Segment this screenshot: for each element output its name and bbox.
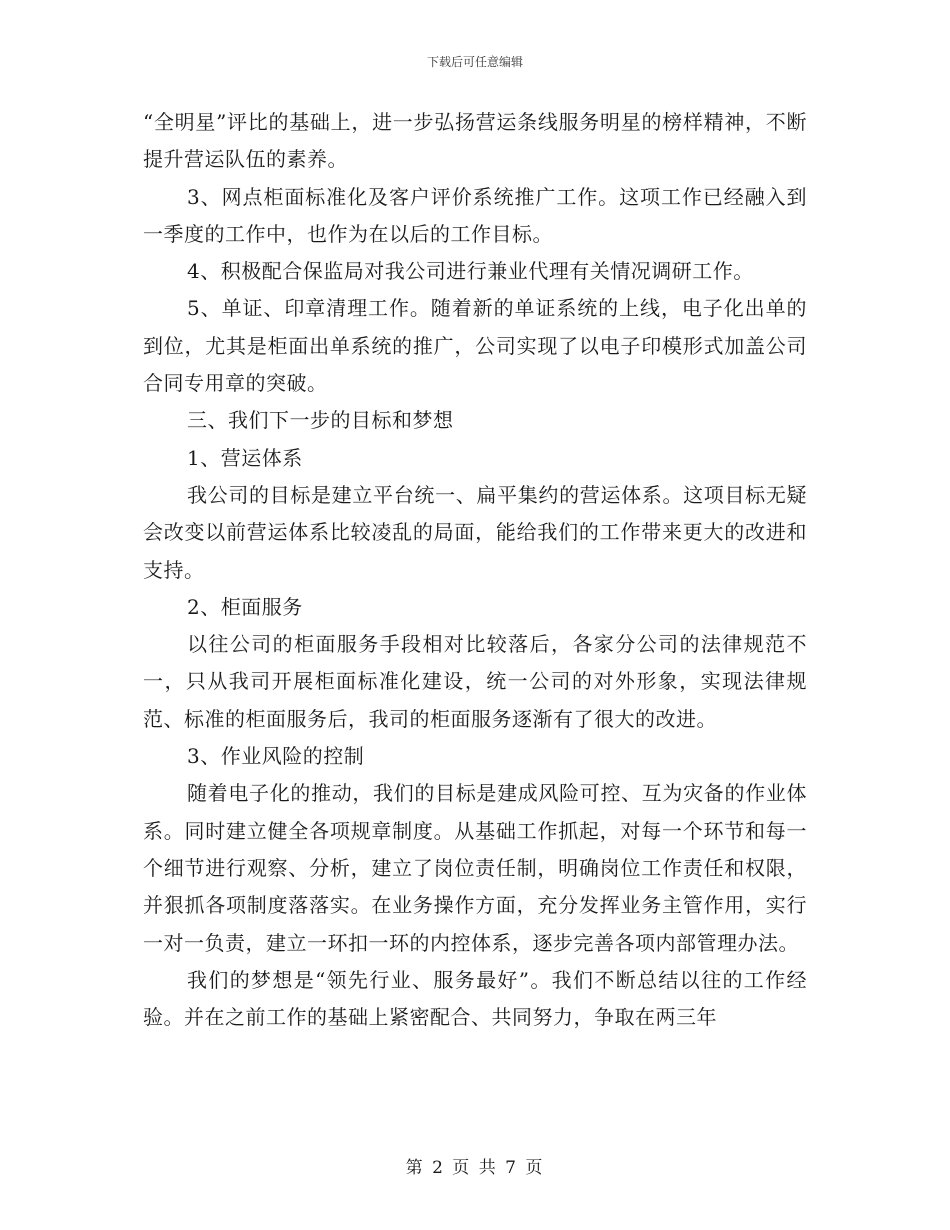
paragraph-2: 3、网点柜面标准化及客户评价系统推广工作。这项工作已经融入到一季度的工作中，也作为在以后的工作目标。 <box>143 184 807 246</box>
subheading-risk-control: 3、作业风险的控制 <box>187 744 365 769</box>
page-footer: 第 2 页 共 7 页 <box>405 1158 545 1178</box>
paragraph-1: “全明星”评比的基础上，进一步弘扬营运条线服务明星的榜样精神，不断提升营运队伍的素养。 <box>143 110 807 172</box>
page-header: 下载后可任意编辑 <box>426 55 523 69</box>
subheading-counter-service: 2、柜面服务 <box>187 594 303 619</box>
subheading-operations-system: 1、营运体系 <box>187 445 303 470</box>
paragraph-3: 4、积极配合保监局对我公司进行兼业代理有关情况调研工作。 <box>187 259 754 284</box>
document-body <box>143 104 807 1036</box>
paragraph-counter-service: 以往公司的柜面服务手段相对比较落后，各家分公司的法律规范不一，只从我司开展柜面标准化建设，统一公司的对外形象，实现法律规范、标准的柜面服务后，我司的柜面服务逐渐有了很大的改进。 <box>143 632 807 731</box>
paragraph-4: 5、单证、印章清理工作。随着新的单证系统的上线，电子化出单的到位，尤其是柜面出单系统的推广，公司实现了以电子印模形式加盖公司合同专用章的突破。 <box>143 296 807 396</box>
paragraph-operations-system: 我公司的目标是建立平台统一、扁平集约的营运体系。这项目标无疑会改变以前营运体系比较凌乱的局面，能给我们的工作带来更大的改进和支持。 <box>143 482 807 582</box>
paragraph-risk-control: 随着电子化的推动，我们的目标是建成风险可控、互为灾备的作业体系。同时建立健全各项规章制度。从基础工作抓起，对每一个环节和每一个细节进行观察、分析，建立了岗位责任制，明确岗位工作责任和权限，并狠抓各项制度落落实。在业务操作方面，充分发挥业务主管作用，实行一对一负责，建立一环扣一环的内控体系，逐步完善各项内部管理办法。 <box>143 781 807 955</box>
paragraph-dream: 我们的梦想是“领先行业、服务最好”。我们不断总结以往的工作经验。并在之前工作的基础上紧密配合、共同努力，争取在两三年 <box>143 967 807 1030</box>
section-heading-3: 三、我们下一步的目标和梦想 <box>187 408 454 433</box>
